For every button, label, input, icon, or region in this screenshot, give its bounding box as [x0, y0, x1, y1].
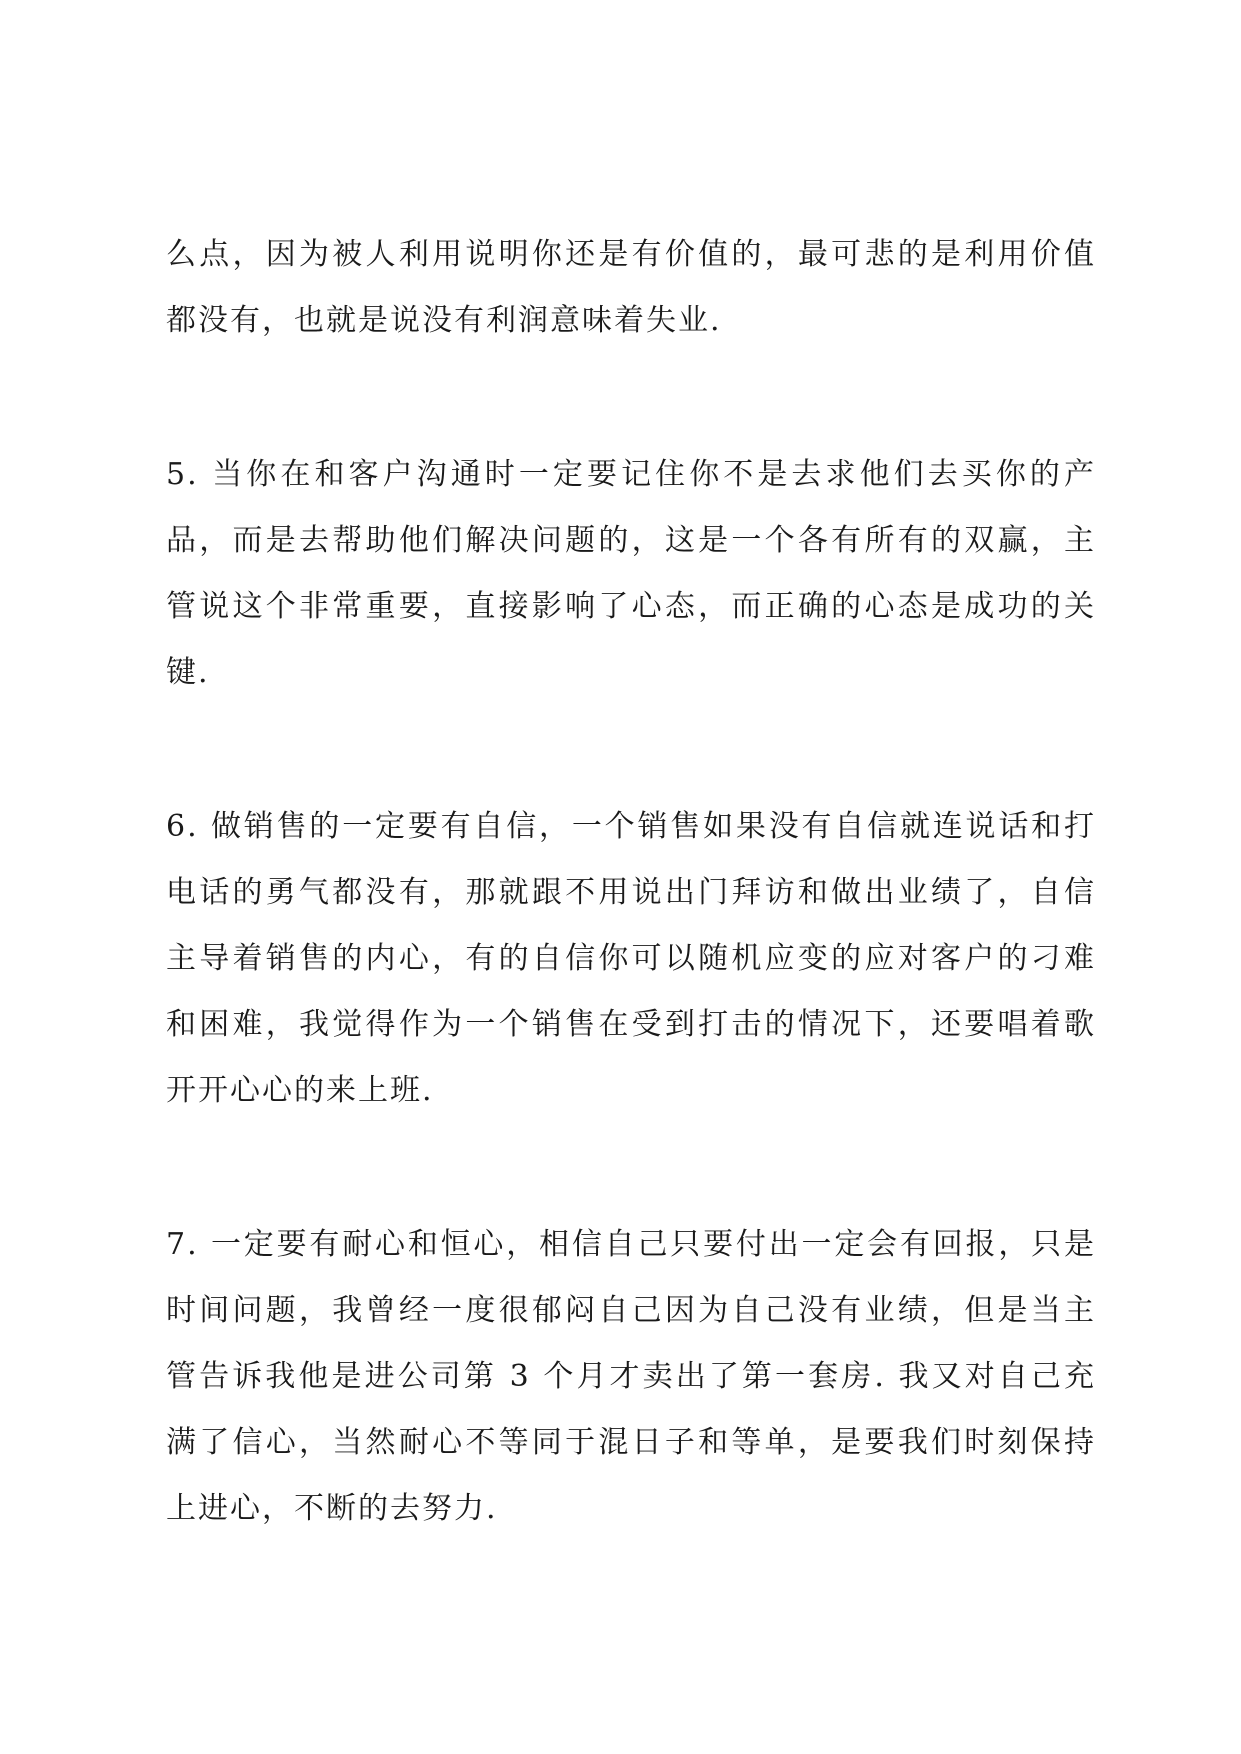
paragraph-spacing [166, 706, 1096, 794]
text-line: 都没有，也就是说没有利润意味着失业. [166, 303, 722, 338]
text-line: 开开心心的来上班. [166, 1073, 434, 1108]
text-line: 么点，因为被人利用说明你还是有价值的，最可悲的是利用价值 [166, 237, 1096, 272]
paragraph-item-7 [166, 1212, 1096, 1542]
text-line: 6. 做销售的一定要有自信，一个销售如果没有自信就连说话和打 [166, 809, 1096, 844]
paragraph-spacing [166, 354, 1096, 442]
text-line: 品，而是去帮助他们解决问题的，这是一个各有所有的双赢，主 [166, 523, 1096, 558]
text-line: 上进心，不断的去努力. [166, 1491, 498, 1526]
text-line: 管说这个非常重要，直接影响了心态，而正确的心态是成功的关 [166, 589, 1096, 624]
text-line: 主导着销售的内心，有的自信你可以随机应变的应对客户的刁难 [166, 941, 1096, 976]
paragraph-continuation [166, 222, 1096, 354]
text-line: 键. [166, 655, 210, 690]
paragraph-item-6 [166, 794, 1096, 1124]
text-line: 和困难，我觉得作为一个销售在受到打击的情况下，还要唱着歌 [166, 1007, 1096, 1042]
text-line: 7. 一定要有耐心和恒心，相信自己只要付出一定会有回报，只是 [166, 1227, 1096, 1262]
text-line: 电话的勇气都没有，那就跟不用说出门拜访和做出业绩了，自信 [166, 875, 1096, 910]
paragraph-item-5 [166, 442, 1096, 706]
text-line: 满了信心，当然耐心不等同于混日子和等单，是要我们时刻保持 [166, 1425, 1096, 1460]
paragraph-spacing [166, 1124, 1096, 1212]
text-line: 时间问题，我曾经一度很郁闷自己因为自己没有业绩，但是当主 [166, 1293, 1096, 1328]
text-line: 管告诉我他是进公司第 3 个月才卖出了第一套房. 我又对自己充 [166, 1359, 1096, 1394]
text-line: 5. 当你在和客户沟通时一定要记住你不是去求他们去买你的产 [166, 457, 1096, 492]
document-body [166, 222, 1096, 1542]
